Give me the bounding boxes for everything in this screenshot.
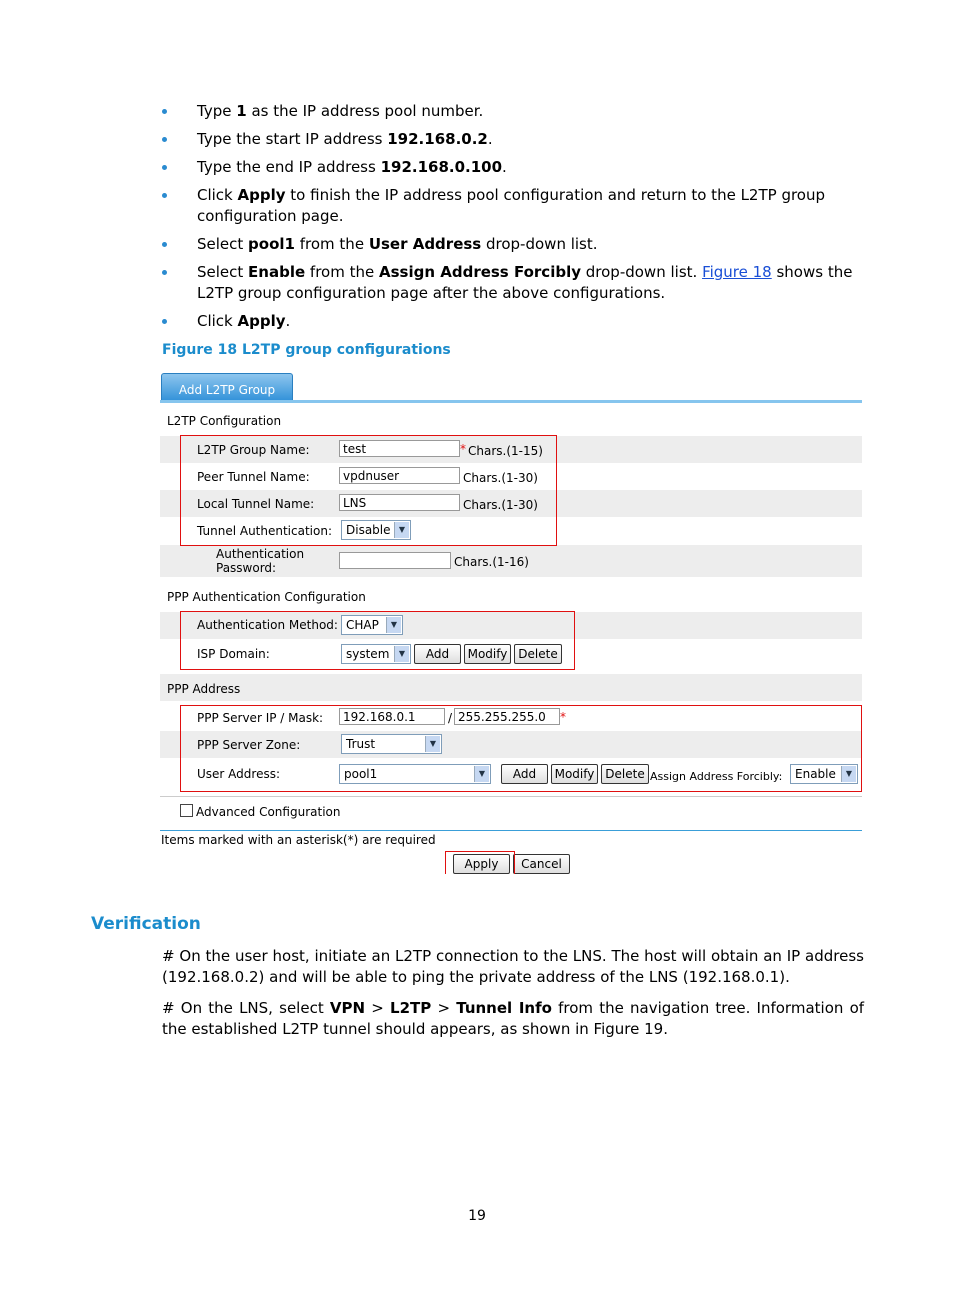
paragraph [162, 998, 864, 1040]
text-run: shows the L2TP group configuration page after the above configurations. [197, 263, 853, 302]
highlight-box [445, 851, 515, 874]
bullet-dot [162, 193, 167, 198]
local-tunnel-label: Local Tunnel Name: [197, 497, 315, 511]
auth-password-hint: Chars.(1-16) [454, 555, 529, 569]
isp-modify-button[interactable]: Modify [464, 644, 511, 664]
bold-term: Tunnel Info [456, 999, 552, 1017]
page-number: 19 [468, 1208, 486, 1224]
slash-separator: / [448, 711, 453, 725]
auth-password-label: Authentication Password: [216, 547, 305, 575]
bold-term: 1 [236, 102, 247, 120]
verification-heading: Verification [91, 914, 201, 934]
tab-underline [160, 400, 862, 403]
bullet-dot [162, 242, 167, 247]
text-run: > [431, 999, 457, 1017]
chevron-down-icon: ▼ [394, 522, 409, 538]
bold-term: 192.168.0.2 [387, 130, 488, 148]
text-run: Click [197, 186, 238, 204]
user-address-value: pool1 [344, 767, 378, 781]
group-name-input[interactable]: test [339, 440, 460, 457]
text-run: from the [305, 263, 379, 281]
peer-tunnel-hint: Chars.(1-30) [463, 471, 538, 485]
bullet-text [197, 129, 864, 150]
bullet-text [197, 262, 864, 304]
isp-domain-label: ISP Domain: [197, 647, 270, 661]
section-l2tp-configuration: L2TP Configuration [167, 414, 282, 428]
bold-term: Assign Address Forcibly [378, 263, 581, 281]
l2tp-config-screenshot [160, 372, 862, 877]
highlight-box [180, 435, 557, 546]
text-run: Type [197, 102, 237, 120]
chevron-down-icon: ▼ [841, 766, 856, 782]
text-run: as the IP address pool number. [246, 102, 484, 120]
text-run: Type the start IP address [197, 130, 388, 148]
server-ip-input[interactable]: 192.168.0.1 [339, 708, 445, 725]
text-run: . [502, 158, 507, 176]
isp-domain-value: system [346, 647, 390, 661]
bullet-text [197, 101, 864, 122]
bullet-dot [162, 109, 167, 114]
bullet-text [197, 157, 864, 178]
group-name-label: L2TP Group Name: [197, 443, 310, 457]
text-run: . [285, 312, 291, 330]
bold-term: 192.168.0.100 [380, 158, 503, 176]
tunnel-auth-label: Tunnel Authentication: [197, 524, 332, 538]
divider [160, 830, 862, 831]
figure-caption: Figure 18 L2TP group configurations [162, 342, 451, 358]
user-address-label: User Address: [197, 767, 280, 781]
bold-term: L2TP [390, 999, 432, 1017]
section-ppp-address: PPP Address [167, 682, 241, 696]
bullet-item [162, 129, 864, 150]
chevron-down-icon: ▼ [474, 766, 489, 782]
apply-button[interactable]: Apply [453, 854, 510, 874]
text-run: to finish the IP address pool configuration and return to the L2TP group configuration page. [197, 186, 826, 225]
local-tunnel-input[interactable]: LNS [339, 494, 460, 511]
required-note: Items marked with an asterisk(*) are required [161, 833, 436, 847]
bold-term: User Address [368, 235, 482, 253]
advanced-config-checkbox[interactable] [180, 804, 193, 817]
text-run: from the [294, 235, 369, 253]
isp-delete-button[interactable]: Delete [514, 644, 562, 664]
peer-tunnel-input[interactable]: vpdnuser [339, 467, 460, 484]
auth-method-label: Authentication Method: [197, 618, 338, 632]
row-band [160, 674, 862, 701]
text-run: from the navigation tree. Information of the established L2TP tunnel should appears, as shown in Figure 19. [162, 999, 865, 1038]
user-address-delete-button[interactable]: Delete [601, 764, 649, 784]
text-run: drop-down list. [481, 235, 598, 253]
user-address-add-button[interactable]: Add [501, 764, 548, 784]
bullet-item [162, 262, 864, 304]
section-ppp-auth: PPP Authentication Configuration [167, 590, 366, 604]
bullet-dot [162, 137, 167, 142]
bullet-dot [162, 270, 167, 275]
text-run: > [365, 999, 391, 1017]
server-zone-value: Trust [346, 737, 376, 751]
highlight-box [180, 705, 862, 792]
figure-link[interactable]: Figure 18 [702, 263, 772, 281]
bold-term: VPN [329, 999, 366, 1017]
chevron-down-icon: ▼ [386, 617, 401, 633]
bullet-dot [162, 165, 167, 170]
text-run: Click [197, 312, 238, 330]
bullet-item [162, 234, 864, 255]
server-zone-label: PPP Server Zone: [197, 738, 301, 752]
auth-method-value: CHAP [346, 618, 379, 632]
text-run: # On the user host, initiate an L2TP connection to the LNS. The host will obtain an IP address (192.168.0.2) and will be able to ping the private address of the LNS (192.168.0.1). [162, 947, 864, 986]
mask-input[interactable]: 255.255.255.0 [454, 708, 560, 725]
group-name-hint: Chars.(1-15) [468, 444, 543, 458]
peer-tunnel-label: Peer Tunnel Name: [197, 470, 310, 484]
bullet-text [197, 234, 864, 255]
bullet-text [197, 185, 864, 227]
bold-term: Enable [248, 263, 306, 281]
bold-term: Apply [237, 186, 286, 204]
text-run: Type the end IP address [197, 158, 381, 176]
tunnel-auth-value: Disable [346, 523, 391, 537]
bold-term: Apply [237, 312, 286, 330]
text-run: Select [197, 235, 249, 253]
auth-password-input[interactable] [339, 552, 451, 569]
tab-add-l2tp-group[interactable]: Add L2TP Group [161, 373, 293, 402]
local-tunnel-hint: Chars.(1-30) [463, 498, 538, 512]
cancel-button[interactable]: Cancel [513, 854, 570, 874]
divider [160, 796, 862, 797]
chevron-down-icon: ▼ [394, 646, 409, 662]
bullet-item [162, 311, 864, 332]
bullet-dot [162, 319, 167, 324]
bullet-item [162, 185, 864, 227]
advanced-config-label: Advanced Configuration [196, 805, 341, 819]
bullet-item [162, 157, 864, 178]
required-asterisk: * [560, 710, 566, 724]
bullet-item [162, 101, 864, 122]
text-run: Select [197, 263, 249, 281]
bold-term: pool1 [248, 235, 295, 253]
text-run: . [487, 130, 493, 148]
chevron-down-icon: ▼ [425, 736, 440, 752]
user-address-modify-button[interactable]: Modify [551, 764, 598, 784]
server-ip-label: PPP Server IP / Mask: [197, 711, 324, 725]
required-asterisk: * [460, 442, 466, 456]
text-run: drop-down list. [581, 263, 703, 281]
paragraph [162, 946, 864, 988]
bullet-text [197, 311, 864, 332]
text-run: # On the LNS, select [162, 999, 330, 1017]
isp-add-button[interactable]: Add [414, 644, 461, 664]
highlight-box [180, 611, 575, 670]
assign-forcibly-value: Enable [795, 767, 836, 781]
assign-forcibly-label: Assign Address Forcibly: [650, 770, 783, 783]
